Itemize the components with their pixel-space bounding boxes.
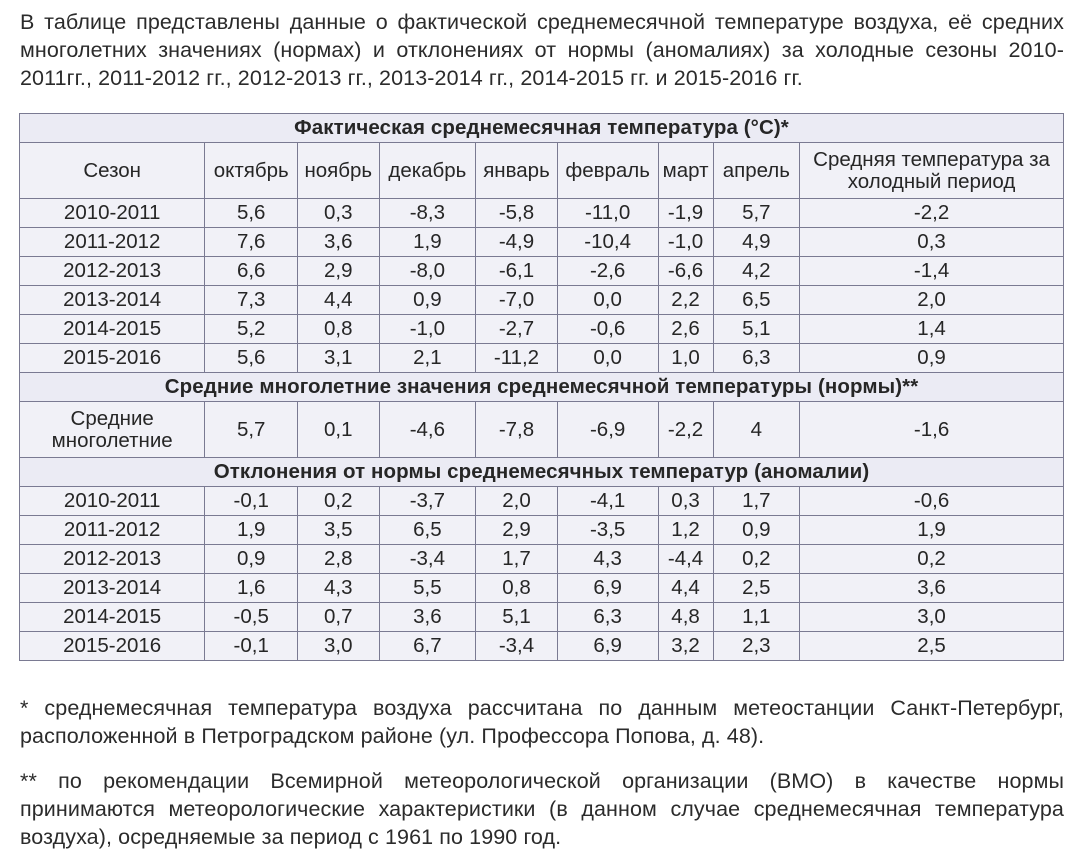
season-cell: 2012-2013 [20,257,205,286]
value-cell: 3,0 [800,603,1064,632]
value-cell: 1,9 [379,228,476,257]
value-cell: 5,2 [205,315,298,344]
value-cell: -0,1 [205,632,298,661]
value-cell: 5,6 [205,344,298,373]
value-cell: 2,1 [379,344,476,373]
value-cell: 7,3 [205,286,298,315]
value-cell: 2,2 [658,286,713,315]
value-cell: 0,2 [298,487,379,516]
value-cell: 0,0 [557,286,658,315]
value-cell: -1,4 [800,257,1064,286]
norm-value-cell: 4 [713,402,800,458]
value-cell: 4,3 [298,574,379,603]
value-cell: 4,9 [713,228,800,257]
value-cell: 6,9 [557,632,658,661]
value-cell: 3,6 [379,603,476,632]
value-cell: 5,1 [476,603,557,632]
anomaly-row [20,545,1064,574]
season-cell: 2014-2015 [20,603,205,632]
value-cell: 2,5 [800,632,1064,661]
norm-row [20,402,1064,458]
value-cell: -1,9 [658,199,713,228]
value-cell: -0,1 [205,487,298,516]
value-cell: 3,5 [298,516,379,545]
value-cell: 6,9 [557,574,658,603]
section-title-norms: Средние многолетние значения среднемесячной температуры (нормы)** [20,373,1064,402]
header-season: Сезон [20,143,205,199]
value-cell: 0,2 [800,545,1064,574]
actual-row [20,286,1064,315]
norm-value-cell: -4,6 [379,402,476,458]
value-cell: 0,9 [205,545,298,574]
value-cell: 4,4 [298,286,379,315]
value-cell: -4,1 [557,487,658,516]
value-cell: 5,1 [713,315,800,344]
header-january: январь [476,143,557,199]
value-cell: 1,2 [658,516,713,545]
header-november: ноябрь [298,143,379,199]
value-cell: 2,0 [476,487,557,516]
value-cell: -2,2 [800,199,1064,228]
header-march: март [658,143,713,199]
anomaly-row [20,516,1064,545]
value-cell: 0,3 [298,199,379,228]
value-cell: -2,7 [476,315,557,344]
norm-value-cell: 5,7 [205,402,298,458]
value-cell: -1,0 [658,228,713,257]
actual-row [20,199,1064,228]
value-cell: 4,3 [557,545,658,574]
value-cell: -7,0 [476,286,557,315]
value-cell: 4,8 [658,603,713,632]
value-cell: 2,0 [800,286,1064,315]
value-cell: 2,6 [658,315,713,344]
value-cell: 6,6 [205,257,298,286]
actual-row [20,344,1064,373]
norm-value-cell: -2,2 [658,402,713,458]
value-cell: -0,6 [800,487,1064,516]
header-october: октябрь [205,143,298,199]
value-cell: -6,6 [658,257,713,286]
value-cell: -4,9 [476,228,557,257]
season-cell: 2015-2016 [20,344,205,373]
value-cell: 0,9 [379,286,476,315]
value-cell: 1,9 [800,516,1064,545]
value-cell: 6,7 [379,632,476,661]
section-title-anomalies: Отклонения от нормы среднемесячных температур (аномалии) [20,458,1064,487]
value-cell: 7,6 [205,228,298,257]
value-cell: 2,8 [298,545,379,574]
value-cell: -8,0 [379,257,476,286]
value-cell: 1,7 [476,545,557,574]
actual-row [20,228,1064,257]
value-cell: 3,2 [658,632,713,661]
value-cell: -8,3 [379,199,476,228]
value-cell: 4,2 [713,257,800,286]
value-cell: -6,1 [476,257,557,286]
value-cell: -3,4 [379,545,476,574]
value-cell: -0,6 [557,315,658,344]
value-cell: 6,5 [379,516,476,545]
header-december: декабрь [379,143,476,199]
season-cell: 2010-2011 [20,199,205,228]
value-cell: 1,9 [205,516,298,545]
value-cell: -3,5 [557,516,658,545]
value-cell: 6,3 [557,603,658,632]
value-cell: 4,4 [658,574,713,603]
value-cell: 1,4 [800,315,1064,344]
season-cell: 2013-2014 [20,286,205,315]
season-cell: 2014-2015 [20,315,205,344]
value-cell: -5,8 [476,199,557,228]
value-cell: 0,9 [713,516,800,545]
value-cell: 1,1 [713,603,800,632]
actual-row [20,257,1064,286]
norm-value-cell: -1,6 [800,402,1064,458]
value-cell: 0,0 [557,344,658,373]
value-cell: 0,3 [800,228,1064,257]
season-cell: 2012-2013 [20,545,205,574]
footnote-2: ** по рекомендации Всемирной метеорологической организации (ВМО) в качестве нормы принимаются метеорологические характеристики (в данном случае среднемесячная температура воздуха), осредняемые за период с 1961 по 1990 год. [20,769,1064,849]
value-cell: 0,3 [658,487,713,516]
season-cell: 2015-2016 [20,632,205,661]
norm-value-cell: 0,1 [298,402,379,458]
value-cell: 3,6 [298,228,379,257]
value-cell: 2,9 [476,516,557,545]
value-cell: 0,9 [800,344,1064,373]
season-cell: 2010-2011 [20,487,205,516]
season-cell: 2011-2012 [20,516,205,545]
value-cell: 3,1 [298,344,379,373]
norm-label-cell: Средние многолетние [20,402,205,458]
value-cell: -11,2 [476,344,557,373]
value-cell: 5,5 [379,574,476,603]
value-cell: 1,6 [205,574,298,603]
header-april: апрель [713,143,800,199]
section-title-actual: Фактическая среднемесячная температура (°С)* [20,114,1064,143]
value-cell: 0,8 [298,315,379,344]
value-cell: -3,4 [476,632,557,661]
anomaly-row [20,487,1064,516]
value-cell: 0,2 [713,545,800,574]
header-row [20,143,1064,199]
temperature-table [19,113,1064,661]
anomaly-row [20,574,1064,603]
value-cell: -3,7 [379,487,476,516]
value-cell: -2,6 [557,257,658,286]
footnote-1: * среднемесячная температура воздуха рассчитана по данным метеостанции Санкт-Петербург, расположенной в Петроградском районе (ул. Профессора Попова, д. 48). [20,696,1064,748]
value-cell: 3,6 [800,574,1064,603]
anomaly-row [20,603,1064,632]
value-cell: 1,7 [713,487,800,516]
value-cell: 0,8 [476,574,557,603]
value-cell: 5,7 [713,199,800,228]
value-cell: 0,7 [298,603,379,632]
value-cell: -4,4 [658,545,713,574]
value-cell: -11,0 [557,199,658,228]
value-cell: -1,0 [379,315,476,344]
intro-text: В таблице представлены данные о фактической среднемесячной температуре воздуха, её средних многолетних значениях (нормах) и отклонениях от нормы (аномалиях) за холодные сезоны 2010-2011гг., 2011-2012 гг., 2012-2013 гг., 2013-2014 гг., 2014-2015 гг. и 2015-2016 гг. [20,10,1064,90]
anomaly-row [20,632,1064,661]
value-cell: 5,6 [205,199,298,228]
season-cell: 2011-2012 [20,228,205,257]
value-cell: 2,9 [298,257,379,286]
season-cell: 2013-2014 [20,574,205,603]
value-cell: -0,5 [205,603,298,632]
norm-value-cell: -6,9 [557,402,658,458]
value-cell: 6,5 [713,286,800,315]
value-cell: 6,3 [713,344,800,373]
header-cold-period-average: Средняя температура за холодный период [800,143,1064,199]
value-cell: -10,4 [557,228,658,257]
value-cell: 3,0 [298,632,379,661]
value-cell: 2,5 [713,574,800,603]
value-cell: 1,0 [658,344,713,373]
actual-row [20,315,1064,344]
norm-value-cell: -7,8 [476,402,557,458]
header-february: февраль [557,143,658,199]
value-cell: 2,3 [713,632,800,661]
